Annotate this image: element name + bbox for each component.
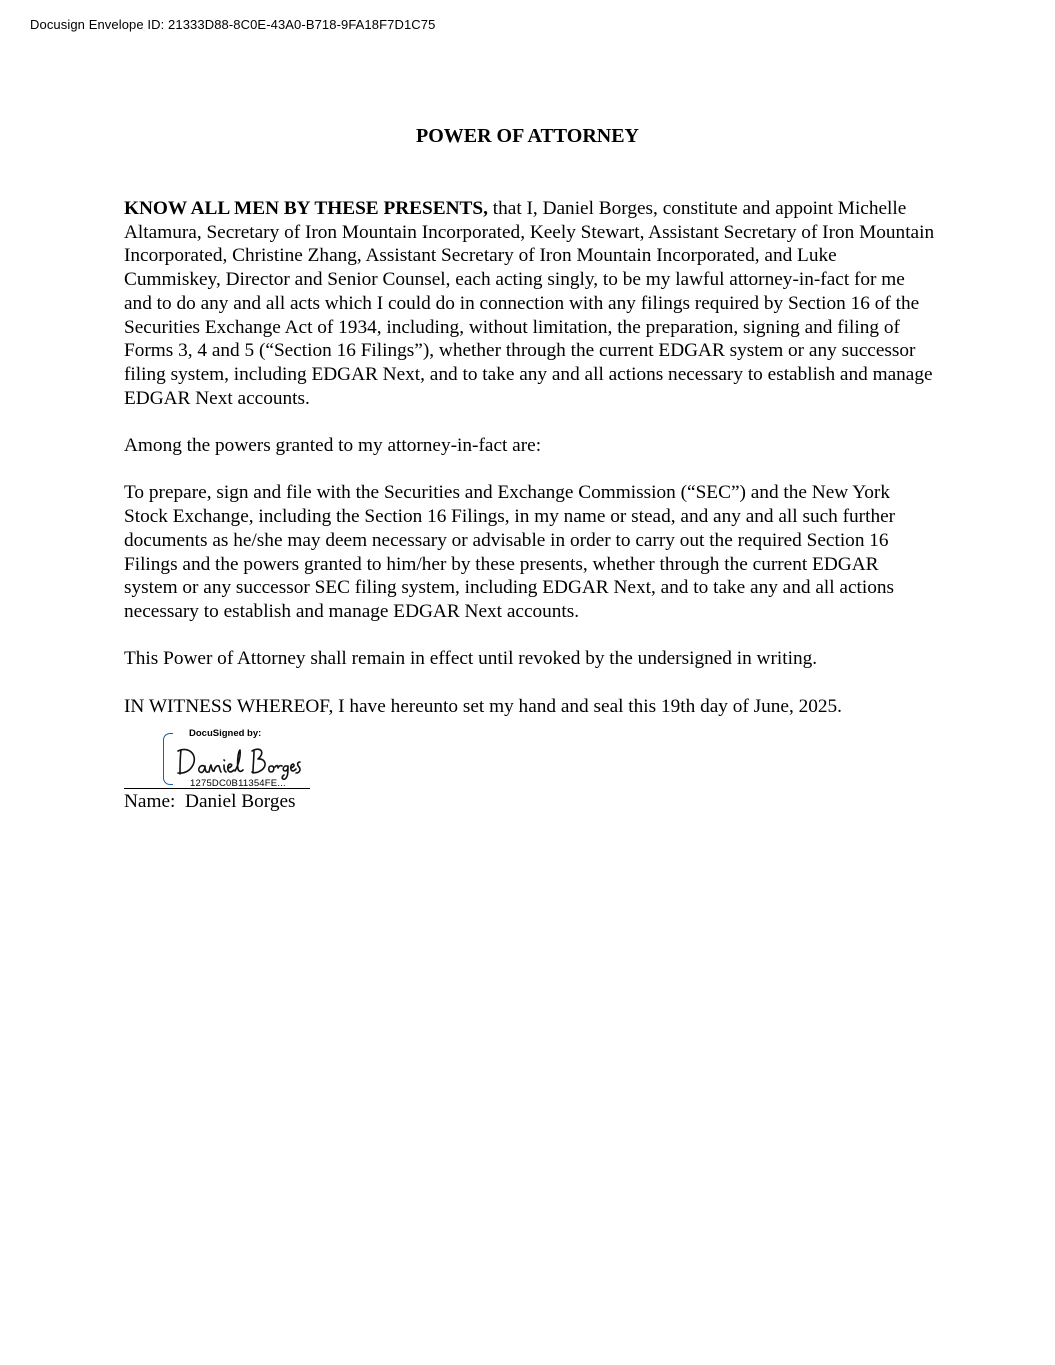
docusign-bracket [163,733,173,785]
signature-id: 1275DC0B11354FE... [190,778,286,789]
signature-line [124,788,310,789]
paragraph-witness: IN WITNESS WHEREOF, I have hereunto set my hand and seal this 19th day of June, 2025. [124,695,842,717]
document-title: POWER OF ATTORNEY [416,125,639,147]
docusigned-label: DocuSigned by: [189,728,262,739]
paragraph-effect: This Power of Attorney shall remain in effect until revoked by the undersigned in writing. [124,648,818,670]
paragraph-appointment-text: that I, Daniel Borges, constitute and appoint Michelle Altamura, Secretary of Iron Mountain Incorporated, Keely Stewart, Assistant Secretary of Iron Mountain Incorporated, Christine Zhang, Assistant Secretary of Iron Mountain Incorporated, and Luke Cummiskey, Director and Senior Counsel, each acting singly, to be my lawful attorney-in-fact for me and to do any and all acts which I could do in connection with any filings required by Section 16 of the Securities Exchange Act of 1934, including, without limitation, the preparation, signing and filing of Forms 3, 4 and 5 (“Section 16 Filings”), whether through the current EDGAR system or any successor filing system, including EDGAR Next, and to take any and all actions necessary to establish and manage EDGAR Next accounts. [124,198,935,409]
envelope-id: Docusign Envelope ID: 21333D88-8C0E-43A0-B718-9FA18F7D1C75 [30,17,436,32]
document-body [124,197,936,742]
paragraph-appointment [124,197,936,410]
signature-block [124,726,444,826]
handwritten-signature [174,740,304,780]
paragraph-powers-intro: Among the powers granted to my attorney-in-fact are: [124,435,542,457]
signer-name: Name: Daniel Borges [124,791,296,812]
paragraph-powers: To prepare, sign and file with the Securities and Exchange Commission (“SEC”) and the New York Stock Exchange, including the Section 16 Filings, in my name or stead, and any and all such further documents as he/she may deem necessary or advisable in order to carry out the required Section 16 Filings and the powers granted to him/her by these presents, whether through the current EDGAR system or any successor SEC filing system, including EDGAR Next, and to take any and all actions necessary to establish and manage EDGAR Next accounts. [124,482,896,622]
paragraph-appointment-lead: KNOW ALL MEN BY THESE PRESENTS, [124,198,488,219]
